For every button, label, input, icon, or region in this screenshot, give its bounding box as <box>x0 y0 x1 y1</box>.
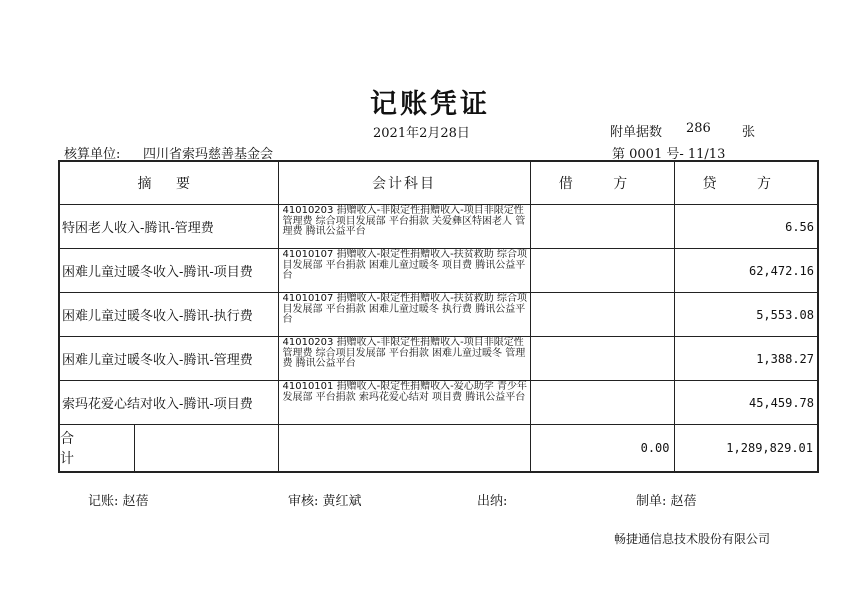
row-account: 41010107 捐赠收入-限定性捐赠收入-扶贫救助 综合项目发展部 平台捐款 困难儿童过暖冬 执行费 腾讯公益平台 <box>278 293 530 337</box>
table-row <box>59 381 818 425</box>
preparer-signature: 制单: 赵蓓 <box>636 494 697 509</box>
attachment-unit: 张 <box>742 125 756 140</box>
total-account-cell <box>278 425 530 473</box>
voucher-title: 记账凭证 <box>370 89 490 120</box>
reviewer-signature: 审核: 黄红斌 <box>288 494 362 509</box>
attachment-count: 286 <box>686 121 711 136</box>
table-row <box>59 337 818 381</box>
total-label-cell <box>59 425 278 473</box>
row-debit <box>530 205 674 249</box>
row-debit <box>530 249 674 293</box>
header-debit: 借 方 <box>530 161 674 205</box>
header-account: 会计科目 <box>278 161 530 205</box>
table-row <box>59 249 818 293</box>
total-label: 合 计 <box>60 425 135 471</box>
row-summary: 困难儿童过暖冬收入-腾讯-执行费 <box>59 293 278 337</box>
total-credit: 1,289,829.01 <box>674 425 818 473</box>
row-summary: 困难儿童过暖冬收入-腾讯-项目费 <box>59 249 278 293</box>
cashier-signature: 出纳: <box>477 494 508 509</box>
table-row <box>59 293 818 337</box>
attachment-label: 附单据数 <box>610 125 663 140</box>
row-account: 41010203 捐赠收入-非限定性捐赠收入-项目非限定性管理费 综合项目发展部 平台捐款 关爱彝区特困老人 管理费 腾讯公益平台 <box>278 205 530 249</box>
row-debit <box>530 293 674 337</box>
row-summary: 索玛花爱心结对收入-腾讯-项目费 <box>59 381 278 425</box>
table-header-row <box>59 161 818 205</box>
voucher-date: 2021年2月28日 <box>373 126 470 141</box>
row-credit: 5,553.08 <box>674 293 818 337</box>
bookkeeper-signature: 记账: 赵蓓 <box>88 494 149 509</box>
table-row <box>59 205 818 249</box>
software-company: 畅捷通信息技术股份有限公司 <box>614 532 771 546</box>
total-debit: 0.00 <box>530 425 674 473</box>
row-debit <box>530 381 674 425</box>
row-account: 41010101 捐赠收入-限定性捐赠收入-爱心助学 青少年发展部 平台捐款 索玛花爱心结对 项目费 腾讯公益平台 <box>278 381 530 425</box>
row-account: 41010203 捐赠收入-非限定性捐赠收入-项目非限定性管理费 综合项目发展部 平台捐款 困难儿童过暖冬 管理费 腾讯公益平台 <box>278 337 530 381</box>
row-credit: 45,459.78 <box>674 381 818 425</box>
row-summary: 困难儿童过暖冬收入-腾讯-管理费 <box>59 337 278 381</box>
accounting-unit-label: 核算单位: <box>64 147 121 162</box>
header-credit: 贷 方 <box>674 161 818 205</box>
row-debit <box>530 337 674 381</box>
row-credit: 1,388.27 <box>674 337 818 381</box>
row-credit: 6.56 <box>674 205 818 249</box>
accounting-unit-name: 四川省索玛慈善基金会 <box>143 147 274 162</box>
header-summary: 摘 要 <box>59 161 278 205</box>
row-account: 41010107 捐赠收入-限定性捐赠收入-扶贫救助 综合项目发展部 平台捐款 困难儿童过暖冬 项目费 腾讯公益平台 <box>278 249 530 293</box>
voucher-table <box>58 160 819 473</box>
total-row <box>59 425 818 473</box>
row-summary: 特困老人收入-腾讯-管理费 <box>59 205 278 249</box>
row-credit: 62,472.16 <box>674 249 818 293</box>
voucher-number: 第 0001 号- 11/13 <box>612 147 726 162</box>
